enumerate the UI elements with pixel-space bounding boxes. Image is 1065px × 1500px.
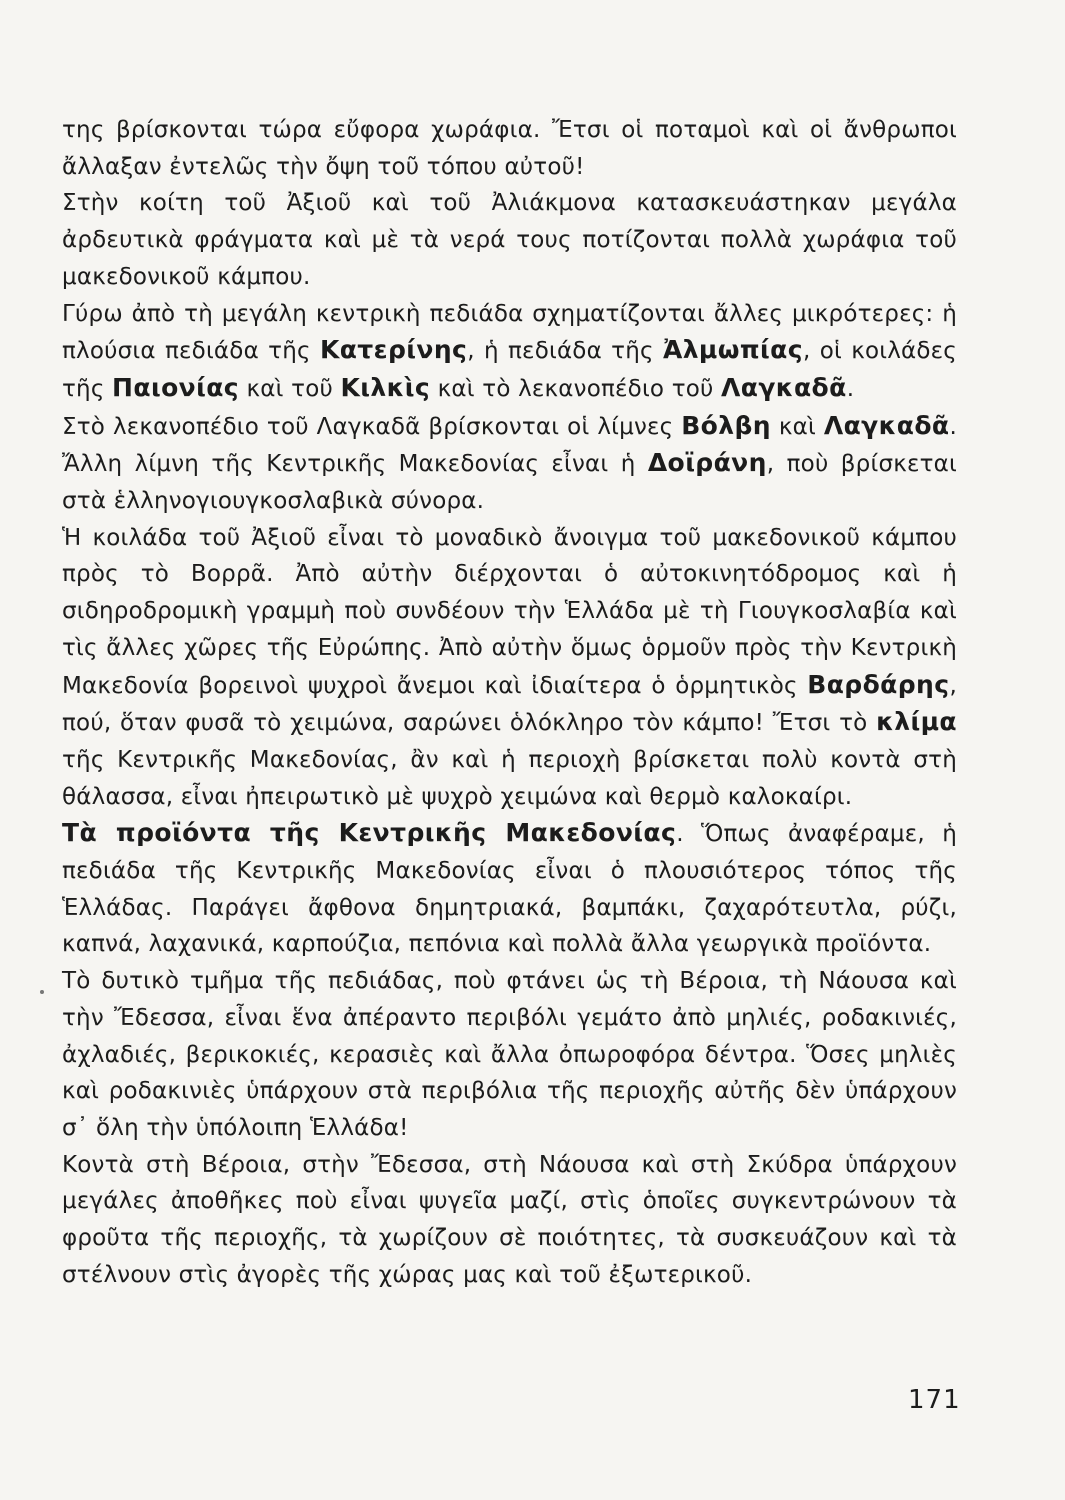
paragraph-2: Στὴν κοίτη τοῦ Ἀξιοῦ καὶ τοῦ Ἀλιάκμονα κατασκευάστηκαν μεγάλα ἀρδευτικὰ φράγματα καὶ μὲ τὰ νερά τους ποτίζονται πολλὰ χωράφια τοῦ μακεδονικοῦ κάμπου. xyxy=(62,190,957,290)
place-almopia: Ἀλμωπίας xyxy=(662,335,803,365)
term-klima: κλίμα xyxy=(876,707,957,737)
paragraph-4: Στὸ λεκανοπέδιο τοῦ Λαγκαδᾶ βρίσκονται οἱ λίμνες Βόλβη καὶ Λαγκαδᾶ. Ἄλλη λίμνη τῆς Κεντρικῆς Μακεδονίας εἶναι ἡ Δοϊράνη, ποὺ βρίσκεται στὰ ἑλληνογιουγκοσλαβικὰ σύνορα. xyxy=(62,410,958,515)
place-lagkadas: Λαγκαδᾶ xyxy=(721,372,847,402)
paragraph-5: Ἡ κοιλάδα τοῦ Ἀξιοῦ εἶναι τὸ μοναδικὸ ἄνοιγμα τοῦ μακεδονικοῦ κάμπου πρὸς τὸ Βορρᾶ. Ἀπὸ αὐτὴν διέρχονται ὁ αὐτοκινητόδρομος καὶ ἡ σιδηροδρομικὴ γραμμὴ ποὺ συνδέουν τὴν Ἑλλάδα μὲ τὴ Γιουγκοσλαβία καὶ τὶς ἄλλες χῶρες τῆς Εὐρώπης. Ἀπὸ αὐτὴν ὅμως ὁρμοῦν πρὸς τὴν Κεντρικὴ Μακεδονία βορεινοὶ ψυχροὶ ἄνεμοι καὶ ἰδιαίτερα ὁ ὁρμητικὸς Βαρδάρης, πού, ὅταν φυσᾶ τὸ χειμώνα, σαρώνει ὁλόκληρο τὸν κάμπο! Ἔτσι τὸ κλίμα τῆς Κεντρικῆς Μακεδονίας, ἂν καὶ ἡ περιοχὴ βρίσκεται πολὺ κοντὰ στὴ θάλασσα, εἶναι ἠπειρωτικὸ μὲ ψυχρὸ χειμώνα καὶ θερμὸ καλοκαίρι. xyxy=(62,524,957,810)
lake-volvi: Βόλβη xyxy=(681,410,771,440)
place-katerini: Κατερίνης xyxy=(319,335,468,365)
page-number: 171 xyxy=(908,1385,961,1415)
paragraph-8: Κοντὰ στὴ Βέροια, στὴν Ἔδεσσα, στὴ Νάουσα καὶ στὴ Σκύδρα ὑπάρχουν μεγάλες ἀποθῆκες ποὺ εἶναι ψυγεῖα μαζί, στὶς ὁποῖες συγκεντρώνουν τὰ φροῦτα τῆς περιοχῆς, τὰ χωρίζουν σὲ ποιότητες, τὰ συσκευάζουν καὶ τὰ στέλνουν στὶς ἀγορὲς τῆς χώρας μας καὶ τοῦ ἐξωτερικοῦ. xyxy=(62,1151,957,1288)
place-paionia: Παιονίας xyxy=(112,372,240,402)
paragraph-3: Γύρω ἀπὸ τὴ μεγάλη κεντρικὴ πεδιάδα σχηματίζονται ἄλλες μικρότερες: ἡ πλούσια πεδιάδα τῆς Κατερίνης, ἡ πεδιάδα τῆς Ἀλμωπίας, οἱ κοιλάδες τῆς Παιονίας καὶ τοῦ Κιλκὶς καὶ τὸ λεκανοπέδιο τοῦ Λαγκαδᾶ. xyxy=(62,300,957,402)
paragraph-7: Τὸ δυτικὸ τμῆμα τῆς πεδιάδας, ποὺ φτάνει ὡς τὴ Βέροια, τὴ Νάουσα καὶ τὴν Ἔδεσσα, εἶναι ἕνα ἀπέραντο περιβόλι γεμάτο ἀπὸ μηλιές, ροδακινιές, ἀχλαδιές, βερικοκιές, κερασιὲς καὶ ἄλλα ὀπωροφόρα δέντρα. Ὅσες μηλιὲς καὶ ροδακινιὲς ὑπάρχουν στὰ περιβόλια τῆς περιοχῆς αὐτῆς δὲν ὑπάρχουν σ᾿ ὅλη τὴν ὑπόλοιπη Ἑλλάδα! xyxy=(62,968,957,1141)
paragraph-1: της βρίσκονται τώρα εὔφορα χωράφια. Ἔτσι οἱ ποταμοὶ καὶ οἱ ἄνθρωποι ἄλλαξαν ἐντελῶς τὴν ὄψη τοῦ τόπου αὐτοῦ! xyxy=(62,117,957,180)
wind-vardaris: Βαρδάρης xyxy=(807,669,950,699)
lake-doirani: Δοϊράνη xyxy=(647,448,767,478)
lake-lagkadas: Λαγκαδᾶ xyxy=(823,410,950,440)
place-kilkis: Κιλκὶς xyxy=(340,372,431,402)
paragraph-6: Τὰ προϊόντα τῆς Κεντρικῆς Μακεδονίας. Ὅπως ἀναφέραμε, ἡ πεδιάδα τῆς Κεντρικῆς Μακεδονίας εἶναι ὁ πλουσιότερος τόπος τῆς Ἑλλάδας. Παράγει ἄφθονα δημητριακά, βαμπάκι, ζαχαρότευτλα, ρύζι, καπνά, λαχανικά, καρπούζια, πεπόνια καὶ πολλὰ ἄλλα γεωργικὰ προϊόντα. xyxy=(62,818,957,958)
section-heading-products: Τὰ προϊόντα τῆς Κεντρικῆς Μακεδονίας xyxy=(62,818,677,848)
page-body xyxy=(62,112,957,1294)
scan-speck xyxy=(40,990,44,994)
